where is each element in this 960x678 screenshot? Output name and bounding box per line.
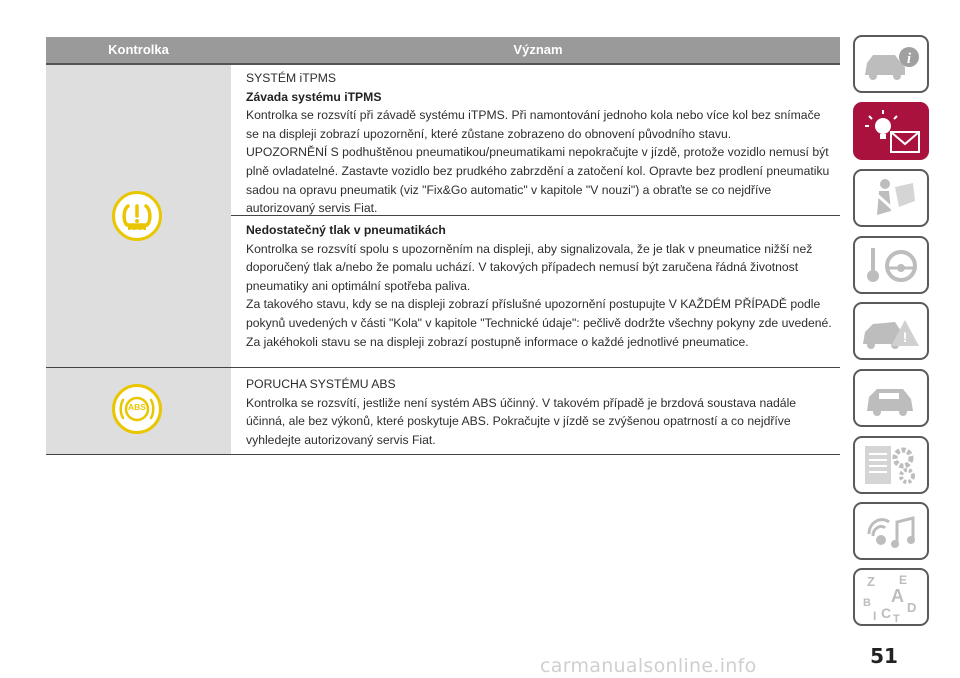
chapter-tab-warning-lights[interactable] <box>853 102 929 160</box>
svg-text:!: ! <box>902 329 908 345</box>
key-steering-wheel-icon <box>855 238 927 292</box>
chapter-tab-multimedia[interactable] <box>853 502 929 560</box>
index-letter: I <box>873 609 877 623</box>
index-letters-icon <box>855 570 927 624</box>
text-paragraph: Kontrolka se rozsvítí, jestliže není systém ABS účinný. V takovém případě je brzdová soustava nadále účinná, ale bez výkonů, které poskytuje ABS. Pokračujte v jízdě se zvýšenou opatrností a co nejdříve vyhledejte autorizovaný servis Fiat. <box>246 395 797 447</box>
table-header <box>46 37 840 65</box>
text-line: PORUCHA SYSTÉMU ABS <box>246 377 396 391</box>
row-divider <box>231 215 840 216</box>
chapter-tab-safety[interactable] <box>853 169 929 227</box>
index-letter: Z <box>867 574 875 589</box>
text-line: SYSTÉM iTPMS <box>246 71 337 85</box>
column-header-vyznam: Význam <box>513 42 563 57</box>
index-letter: T <box>893 613 900 624</box>
chapter-tab-car-info[interactable] <box>853 35 929 93</box>
watermark: carmanualsonline.info <box>540 655 757 677</box>
car-maintenance-icon <box>855 371 927 425</box>
index-letter: D <box>907 600 917 615</box>
warning-lights-messages-icon <box>855 104 927 158</box>
abs-label: ABS <box>128 402 146 412</box>
warning-paragraph: UPOZORNĚNÍ S podhuštěnou pneumatikou/pneumatikami nepokračujte v jízdě, protože vozidlo nemusí být plně ovladatelné. Zastavte vozidlo bez prudkého zabrzdění a zatočení kol. Opravte bez prodlení pneumatiku sadou na opravu pneumatik (viz "Fix&Go automatic" v kapitole "V nouzi") a obraťte se co nejdříve autorizovaný servis Fiat. <box>246 145 830 216</box>
car-emergency-icon <box>855 304 927 358</box>
index-letter: B <box>863 597 871 609</box>
text-paragraph: Kontrolka se rozsvítí při závadě systému iTPMS. Při namontování jednoho kola nebo více kol bez snímače se na displeji zobrazí upozornění, které zůstane zobrazeno do obnovení původního stavu. <box>246 108 821 141</box>
column-header-kontrolka: Kontrolka <box>108 42 169 57</box>
chapter-tab-technical-data[interactable] <box>853 436 929 494</box>
index-letter: C <box>881 605 892 621</box>
text-paragraph: Za takového stavu, kdy se na displeji zobrazí příslušné upozornění postupujte V KAŽDÉM PŘÍPADĚ podle pokynů uvedených v části "Kola" v kapitole "Technické údaje": pečlivě dodržte všechny pokyny zde uvedené. <box>246 297 832 330</box>
technical-data-gears-icon <box>855 438 927 492</box>
safety-seat-airbag-icon <box>855 171 927 225</box>
table-bottom-border <box>46 454 840 455</box>
index-letter: E <box>899 573 908 587</box>
car-info-icon <box>855 37 927 91</box>
chapter-tab-emergency[interactable] <box>853 302 929 360</box>
description-abs-fault <box>246 375 836 449</box>
text-paragraph: Kontrolka se rozsvítí spolu s upozorněním na displeji, aby signalizovala, že je tlak v pneumatice nižší než doporučený tlak a/nebo že pomalu uchází. V takových případech nemusí být zaručena řádná životnost pneumatiky ani optimální spotřeba paliva. <box>246 241 813 293</box>
tpms-warning-icon <box>112 191 162 241</box>
subheading: Závada systému iTPMS <box>246 89 382 104</box>
description-low-pressure <box>246 221 836 351</box>
subheading: Nedostatečný tlak v pneumatikách <box>246 223 446 237</box>
description-tpms-fault <box>246 69 836 218</box>
multimedia-icon <box>855 504 927 558</box>
chapter-tab-index[interactable] <box>853 568 929 626</box>
abs-warning-icon <box>112 384 162 434</box>
index-letter: A <box>891 586 904 606</box>
chapter-tab-starting-driving[interactable] <box>853 236 929 294</box>
svg-text:i: i <box>906 51 912 67</box>
chapter-tab-maintenance[interactable] <box>853 369 929 427</box>
text-paragraph: Za jakéhokoli stavu se na displeji zobrazí postupně informace o každé jednotlivé pneumatice. <box>246 334 749 349</box>
page-number: 51 <box>870 644 898 668</box>
